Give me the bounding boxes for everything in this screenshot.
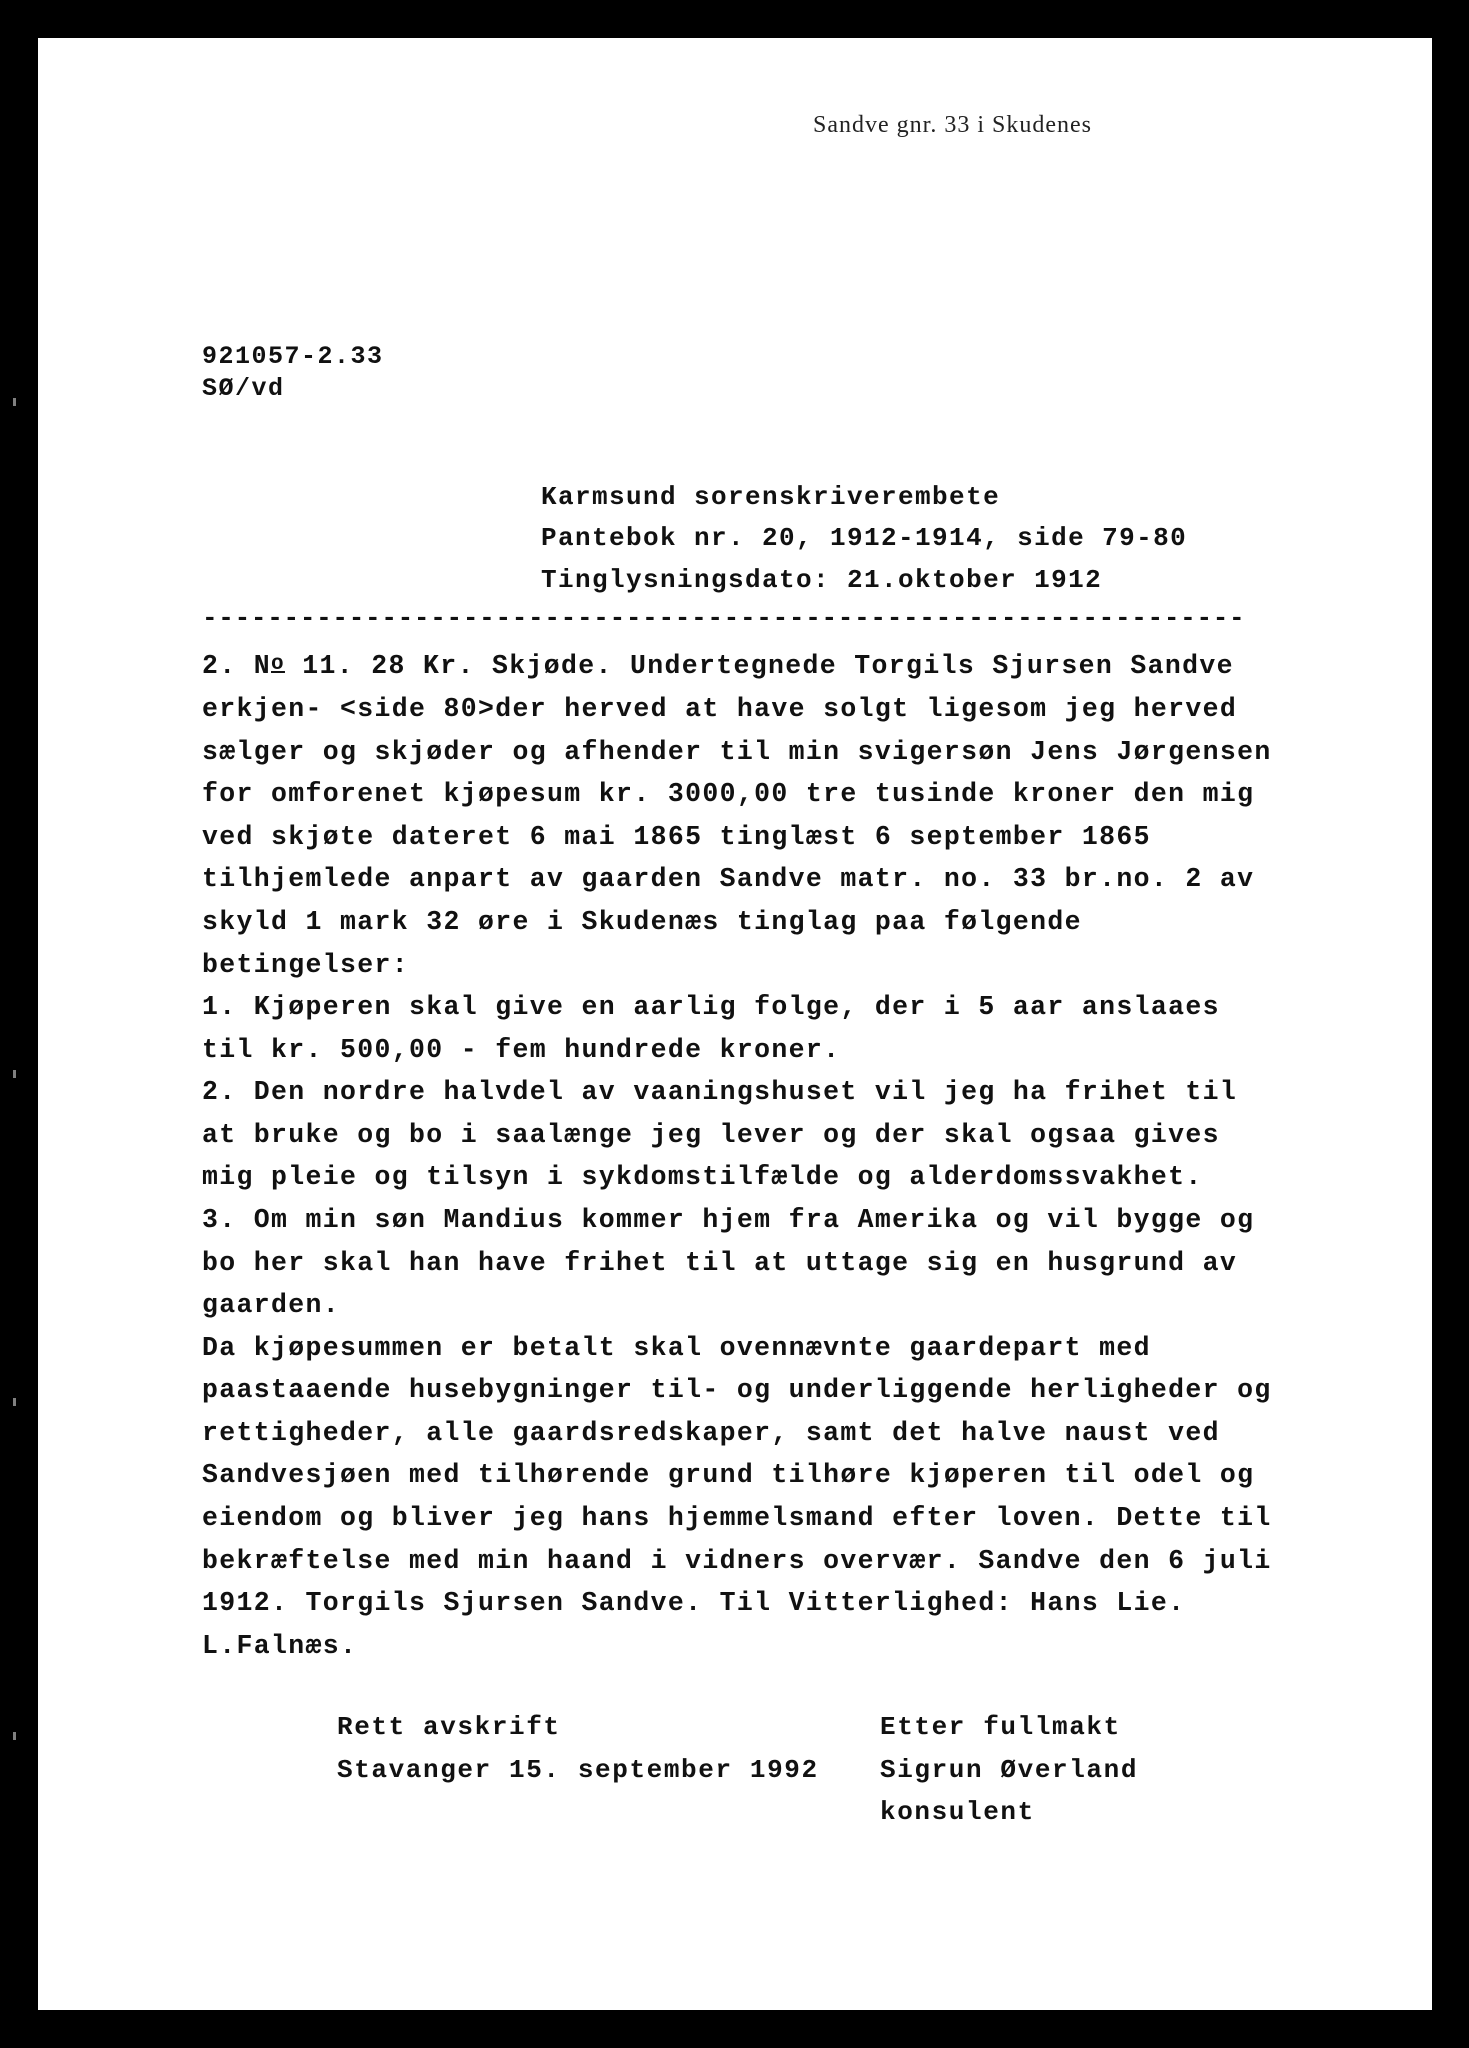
signatory-title: konsulent [880, 1797, 1035, 1827]
deed-line: gaarden. [202, 1290, 341, 1320]
registration-date: Tinglysningsdato: 21.oktober 1912 [541, 565, 1103, 595]
deed-line: bo her skal han have frihet til at uttage sig en husgrund av [202, 1248, 1238, 1278]
property-header: Sandve gnr. 33 i Skudenes [813, 112, 1092, 138]
signatory-name: Sigrun Øverland [880, 1755, 1139, 1785]
deed-line: 3. Om min søn Mandius kommer hjem fra Amerika og vil bygge og [202, 1205, 1255, 1235]
reference-initials: SØ/vd [202, 374, 285, 403]
deed-line: til kr. 500,00 - fem hundrede kroner. [202, 1035, 841, 1065]
edge-mark [13, 1732, 16, 1740]
deed-line: Da kjøpesummen er betalt skal ovennævnte gaardepart med [202, 1333, 1151, 1363]
deed-line: Sandvesjøen med tilhørende grund tilhøre kjøperen til odel og [202, 1460, 1255, 1490]
divider-line: ---------------------------------------------------------------- [202, 603, 1246, 633]
deed-first-line-rest: 11. 28 Kr. Skjøde. Undertegnede Torgils Sjursen Sandve [284, 651, 1234, 681]
deed-line: eiendom og bliver jeg hans hjemmelsmand efter loven. Dette til [202, 1503, 1272, 1533]
deed-line: ved skjøte dateret 6 mai 1865 tinglæst 6 september 1865 [202, 822, 1151, 852]
deed-line: for omforenet kjøpesum kr. 3000,00 tre tusinde kroner den mig [202, 779, 1255, 809]
authorization-label: Etter fullmakt [880, 1712, 1121, 1742]
deed-first-line-prefix: 2. N [202, 651, 272, 681]
deed-line: mig pleie og tilsyn i sykdomstilfælde og alderdomssvakhet. [202, 1162, 1203, 1192]
deed-line: bekræftelse med min haand i vidners overvær. Sandve den 6 juli [202, 1546, 1272, 1576]
edge-mark [13, 1398, 16, 1406]
deed-line: 1912. Torgils Sjursen Sandve. Til Vitterlighed: Hans Lie. [202, 1588, 1186, 1618]
deed-line: tilhjemlede anpart av gaarden Sandve matr. no. 33 br.no. 2 av [202, 864, 1255, 894]
deed-line: rettigheder, alle gaardsredskaper, samt det halve naust ved [202, 1418, 1220, 1448]
deed-line: 2. Den nordre halvdel av vaaningshuset vil jeg ha frihet til [202, 1077, 1238, 1107]
reference-number: 921057-2.33 [202, 342, 384, 371]
deed-line: betingelser: [202, 950, 410, 980]
document-page [38, 38, 1432, 2010]
registry-office: Karmsund sorenskriverembete [541, 482, 1001, 512]
edge-mark [13, 1070, 16, 1078]
registry-book: Pantebok nr. 20, 1912-1914, side 79-80 [541, 523, 1188, 553]
deed-line: 1. Kjøperen skal give en aarlig folge, der i 5 aar anslaaes [202, 992, 1220, 1022]
certified-copy-label: Rett avskrift [337, 1712, 561, 1742]
deed-line: L.Falnæs. [202, 1631, 358, 1661]
deed-line: erkjen- <side 80>der herved at have solgt ligesom jeg herved [202, 694, 1238, 724]
deed-line: paastaaende husebygninger til- og underliggende herligheder og [202, 1375, 1272, 1405]
deed-line: skyld 1 mark 32 øre i Skudenæs tinglag paa følgende [202, 907, 1082, 937]
deed-line: sælger og skjøder og afhender til min svigersøn Jens Jørgensen [202, 737, 1272, 767]
deed-first-line [202, 651, 1234, 681]
certification-place-date: Stavanger 15. september 1992 [337, 1755, 819, 1785]
numero-superscript: o [271, 653, 285, 676]
deed-line: at bruke og bo i saalænge jeg lever og der skal ogsaa gives [202, 1120, 1220, 1150]
edge-mark [13, 398, 16, 406]
